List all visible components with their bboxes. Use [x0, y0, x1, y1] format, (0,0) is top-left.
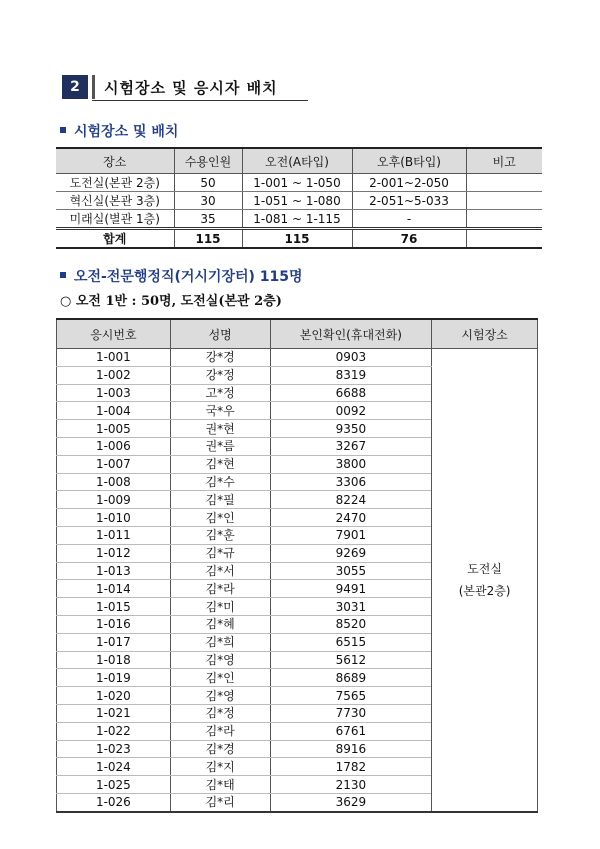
exam-number-cell: 1-010 — [57, 509, 171, 527]
table-cell: 1-001 ~ 1-050 — [242, 174, 352, 192]
table-cell: 50 — [174, 174, 242, 192]
square-bullet-icon — [60, 272, 66, 278]
exam-number-cell: 1-026 — [57, 793, 171, 811]
subheading-venues: 시험장소 및 배치 — [60, 121, 178, 141]
phone-check-cell: 7565 — [270, 687, 432, 705]
phone-check-cell: 8689 — [270, 669, 432, 687]
exam-number-cell: 1-020 — [57, 687, 171, 705]
exam-number-cell: 1-018 — [57, 651, 171, 669]
phone-check-cell: 1782 — [270, 758, 432, 776]
exam-number-cell: 1-011 — [57, 526, 171, 544]
table-cell: 2-051~5-033 — [352, 192, 466, 210]
name-cell: 강*경 — [170, 349, 270, 367]
phone-check-cell: 8520 — [270, 615, 432, 633]
exam-number-cell: 1-001 — [57, 349, 171, 367]
table-cell — [466, 192, 542, 210]
exam-number-cell: 1-007 — [57, 455, 171, 473]
section-header — [62, 75, 308, 101]
col-header: 비고 — [466, 148, 542, 174]
name-cell: 김*라 — [170, 580, 270, 598]
name-cell: 김*혜 — [170, 615, 270, 633]
col-header: 시험장소 — [432, 319, 538, 349]
phone-check-cell: 6515 — [270, 633, 432, 651]
phone-check-cell: 9491 — [270, 580, 432, 598]
exam-number-cell: 1-008 — [57, 473, 171, 491]
name-cell: 김*미 — [170, 598, 270, 616]
table-cell: 30 — [174, 192, 242, 210]
phone-check-cell: 3800 — [270, 455, 432, 473]
section-number: 2 — [62, 75, 88, 99]
col-header: 오후(B타입) — [352, 148, 466, 174]
name-cell: 김*훈 — [170, 526, 270, 544]
name-cell: 김*수 — [170, 473, 270, 491]
exam-number-cell: 1-006 — [57, 437, 171, 455]
table-cell — [466, 210, 542, 229]
total-cell: 합계 — [56, 229, 174, 249]
class-note: ○ 오전 1반 : 50명, 도전실(본관 2층) — [60, 294, 282, 309]
exam-number-cell: 1-009 — [57, 491, 171, 509]
name-cell: 김*영 — [170, 687, 270, 705]
phone-check-cell: 9350 — [270, 420, 432, 438]
section-underline — [92, 100, 308, 101]
phone-check-cell: 2130 — [270, 776, 432, 794]
name-cell: 김*인 — [170, 509, 270, 527]
name-cell: 권*현 — [170, 420, 270, 438]
room-name: 도전실 — [467, 561, 502, 576]
table-cell: 미래실(별관 1층) — [56, 210, 174, 229]
table-row — [56, 192, 542, 210]
exam-number-cell: 1-022 — [57, 722, 171, 740]
section-divider — [92, 75, 95, 99]
total-row — [56, 229, 542, 249]
phone-check-cell: 8224 — [270, 491, 432, 509]
phone-check-cell: 0903 — [270, 349, 432, 367]
exam-number-cell: 1-013 — [57, 562, 171, 580]
table-cell: 혁신실(본관 3층) — [56, 192, 174, 210]
exam-number-cell: 1-019 — [57, 669, 171, 687]
phone-check-cell: 8916 — [270, 740, 432, 758]
name-cell: 김*경 — [170, 740, 270, 758]
table-cell: - — [352, 210, 466, 229]
exam-number-cell: 1-021 — [57, 704, 171, 722]
exam-number-cell: 1-024 — [57, 758, 171, 776]
name-cell: 권*름 — [170, 437, 270, 455]
name-cell: 김*인 — [170, 669, 270, 687]
name-cell: 김*리 — [170, 793, 270, 811]
table-cell: 2-001~2-050 — [352, 174, 466, 192]
exam-number-cell: 1-014 — [57, 580, 171, 598]
total-cell — [466, 229, 542, 249]
table-cell: 35 — [174, 210, 242, 229]
phone-check-cell: 3306 — [270, 473, 432, 491]
square-bullet-icon — [60, 127, 66, 133]
name-cell: 강*정 — [170, 366, 270, 384]
subheading-morning: 오전-전문행정직(거시기장터) 115명 — [60, 266, 303, 286]
examinee-roster-table — [56, 318, 538, 813]
name-cell: 김*정 — [170, 704, 270, 722]
name-cell: 김*지 — [170, 758, 270, 776]
name-cell: 김*필 — [170, 491, 270, 509]
total-cell: 115 — [174, 229, 242, 249]
table-row — [56, 174, 542, 192]
exam-number-cell: 1-005 — [57, 420, 171, 438]
exam-number-cell: 1-003 — [57, 384, 171, 402]
col-header: 수용인원 — [174, 148, 242, 174]
total-cell: 115 — [242, 229, 352, 249]
exam-number-cell: 1-023 — [57, 740, 171, 758]
table-row — [56, 210, 542, 229]
name-cell: 김*태 — [170, 776, 270, 794]
col-header: 성명 — [170, 319, 270, 349]
table-row — [57, 349, 538, 367]
phone-check-cell: 7901 — [270, 526, 432, 544]
exam-number-cell: 1-017 — [57, 633, 171, 651]
name-cell: 김*희 — [170, 633, 270, 651]
exam-number-cell: 1-012 — [57, 544, 171, 562]
phone-check-cell: 3031 — [270, 598, 432, 616]
col-header: 응시번호 — [57, 319, 171, 349]
venue-summary-table — [56, 147, 542, 249]
name-cell: 고*정 — [170, 384, 270, 402]
table-cell — [466, 174, 542, 192]
total-cell: 76 — [352, 229, 466, 249]
phone-check-cell: 0092 — [270, 402, 432, 420]
phone-check-cell: 9269 — [270, 544, 432, 562]
phone-check-cell: 7730 — [270, 704, 432, 722]
name-cell: 국*우 — [170, 402, 270, 420]
section-title: 시험장소 및 응시자 배치 — [104, 79, 278, 97]
phone-check-cell: 8319 — [270, 366, 432, 384]
exam-number-cell: 1-025 — [57, 776, 171, 794]
table-cell: 도전실(본관 2층) — [56, 174, 174, 192]
exam-number-cell: 1-002 — [57, 366, 171, 384]
table-cell: 1-051 ~ 1-080 — [242, 192, 352, 210]
phone-check-cell: 6761 — [270, 722, 432, 740]
room-location: (본관2층) — [458, 583, 511, 598]
name-cell: 김*현 — [170, 455, 270, 473]
phone-check-cell: 3055 — [270, 562, 432, 580]
exam-number-cell: 1-004 — [57, 402, 171, 420]
table-cell: 1-081 ~ 1-115 — [242, 210, 352, 229]
phone-check-cell: 6688 — [270, 384, 432, 402]
col-header: 장소 — [56, 148, 174, 174]
phone-check-cell: 3629 — [270, 793, 432, 811]
name-cell: 김*라 — [170, 722, 270, 740]
phone-check-cell: 3267 — [270, 437, 432, 455]
exam-room-cell — [432, 349, 538, 812]
exam-number-cell: 1-016 — [57, 615, 171, 633]
exam-number-cell: 1-015 — [57, 598, 171, 616]
phone-check-cell: 5612 — [270, 651, 432, 669]
col-header: 오전(A타입) — [242, 148, 352, 174]
name-cell: 김*서 — [170, 562, 270, 580]
name-cell: 김*규 — [170, 544, 270, 562]
name-cell: 김*영 — [170, 651, 270, 669]
col-header: 본인확인(휴대전화) — [270, 319, 432, 349]
phone-check-cell: 2470 — [270, 509, 432, 527]
